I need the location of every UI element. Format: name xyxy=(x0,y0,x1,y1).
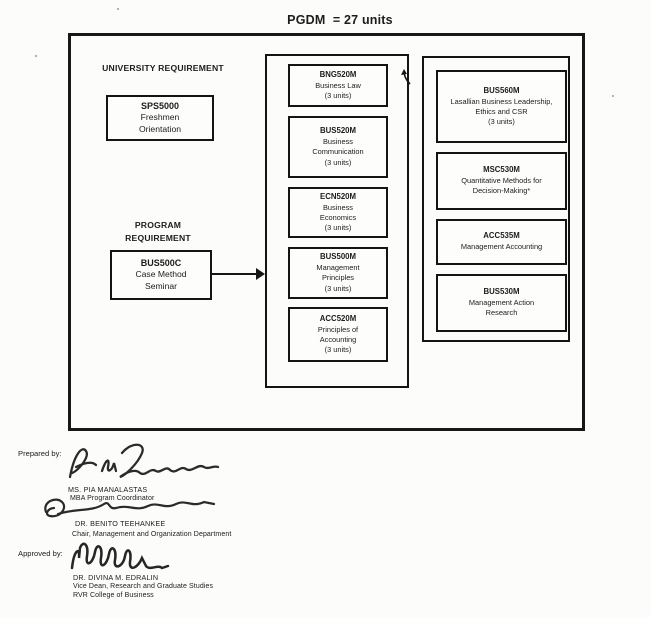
scan-speck xyxy=(612,95,614,97)
signatory-title: MBA Program Coordinator xyxy=(70,495,155,502)
course-code: BNG520M xyxy=(319,69,357,79)
signature-manalastas xyxy=(62,437,222,485)
course-code: SPS5000 xyxy=(140,100,180,111)
signatory-name: MS. PIA MANALASTAS xyxy=(68,485,148,494)
course-units: (3 units) xyxy=(324,157,352,167)
course-code: BUS520M xyxy=(320,126,356,136)
university-requirement-label: UNIVERSITY REQUIREMENT xyxy=(102,63,224,73)
course-code: ACC535M xyxy=(483,231,520,241)
core-courses-group xyxy=(265,54,409,388)
course-name: Management Principles xyxy=(316,263,360,283)
course-name: Case Method Seminar xyxy=(135,269,187,292)
page-title: PGDM = 27 units xyxy=(287,13,393,27)
course-box-ecn520m xyxy=(288,187,388,238)
course-code: BUS560M xyxy=(483,85,520,95)
course-name: Management Action Research xyxy=(468,298,535,318)
course-name: Business Communication xyxy=(312,137,364,157)
scan-speck xyxy=(35,55,37,57)
course-box-acc535m xyxy=(436,219,567,265)
signatory-title: Vice Dean, Research and Graduate Studies xyxy=(73,583,214,590)
course-units: (3 units) xyxy=(324,345,352,355)
course-code: MSC530M xyxy=(483,165,520,175)
connector-line xyxy=(212,273,258,275)
signatory-org: RVR College of Business xyxy=(73,592,154,599)
course-box-acc520m xyxy=(288,307,388,362)
course-units: (3 units) xyxy=(324,283,352,293)
pgdm-diagram-frame xyxy=(68,33,585,431)
course-name: Management Accounting xyxy=(460,242,543,252)
course-code: ACC520M xyxy=(319,313,357,323)
course-name: Freshmen Orientation xyxy=(138,112,182,135)
course-box-bus500c xyxy=(110,250,212,300)
course-box-bus520m xyxy=(288,116,388,178)
course-code: BUS500M xyxy=(320,252,356,262)
curved-arrow-icon xyxy=(399,68,413,86)
course-units: (3 units) xyxy=(324,223,352,233)
arrow-right-icon xyxy=(256,268,265,280)
signature-edralin xyxy=(66,540,186,574)
scan-speck xyxy=(117,8,119,10)
signatory-name: DR. BENITO TEEHANKEE xyxy=(75,519,166,528)
course-box-sps5000 xyxy=(106,95,214,141)
approved-by-label: Approved by: xyxy=(18,549,63,558)
course-name: Lasallian Business Leadership, Ethics and CSR xyxy=(450,96,553,116)
course-box-bus560m xyxy=(436,70,567,143)
advanced-courses-group xyxy=(422,56,570,342)
course-code: BUS530M xyxy=(483,287,520,297)
course-units: (3 units) xyxy=(324,90,352,100)
course-name: Business Economics xyxy=(319,202,357,222)
program-requirement-label: PROGRAM REQUIREMENT xyxy=(125,220,191,244)
course-name: Business Law xyxy=(315,80,361,90)
course-name: Principles of Accounting xyxy=(317,324,359,344)
signatory-name: DR. DIVINA M. EDRALIN xyxy=(73,573,159,582)
course-code: BUS500C xyxy=(140,257,182,268)
signatory-title: Chair, Management and Organization Department xyxy=(72,531,232,538)
course-units: (3 units) xyxy=(488,117,515,127)
course-name: Quantitative Methods for Decision-Making* xyxy=(461,176,542,196)
course-box-bus500m xyxy=(288,247,388,299)
course-code: ECN520M xyxy=(320,191,356,201)
prepared-by-label: Prepared by: xyxy=(18,449,62,458)
course-box-msc530m xyxy=(436,152,567,210)
course-box-bus530m xyxy=(436,274,567,332)
course-box-bng520m xyxy=(288,64,388,107)
